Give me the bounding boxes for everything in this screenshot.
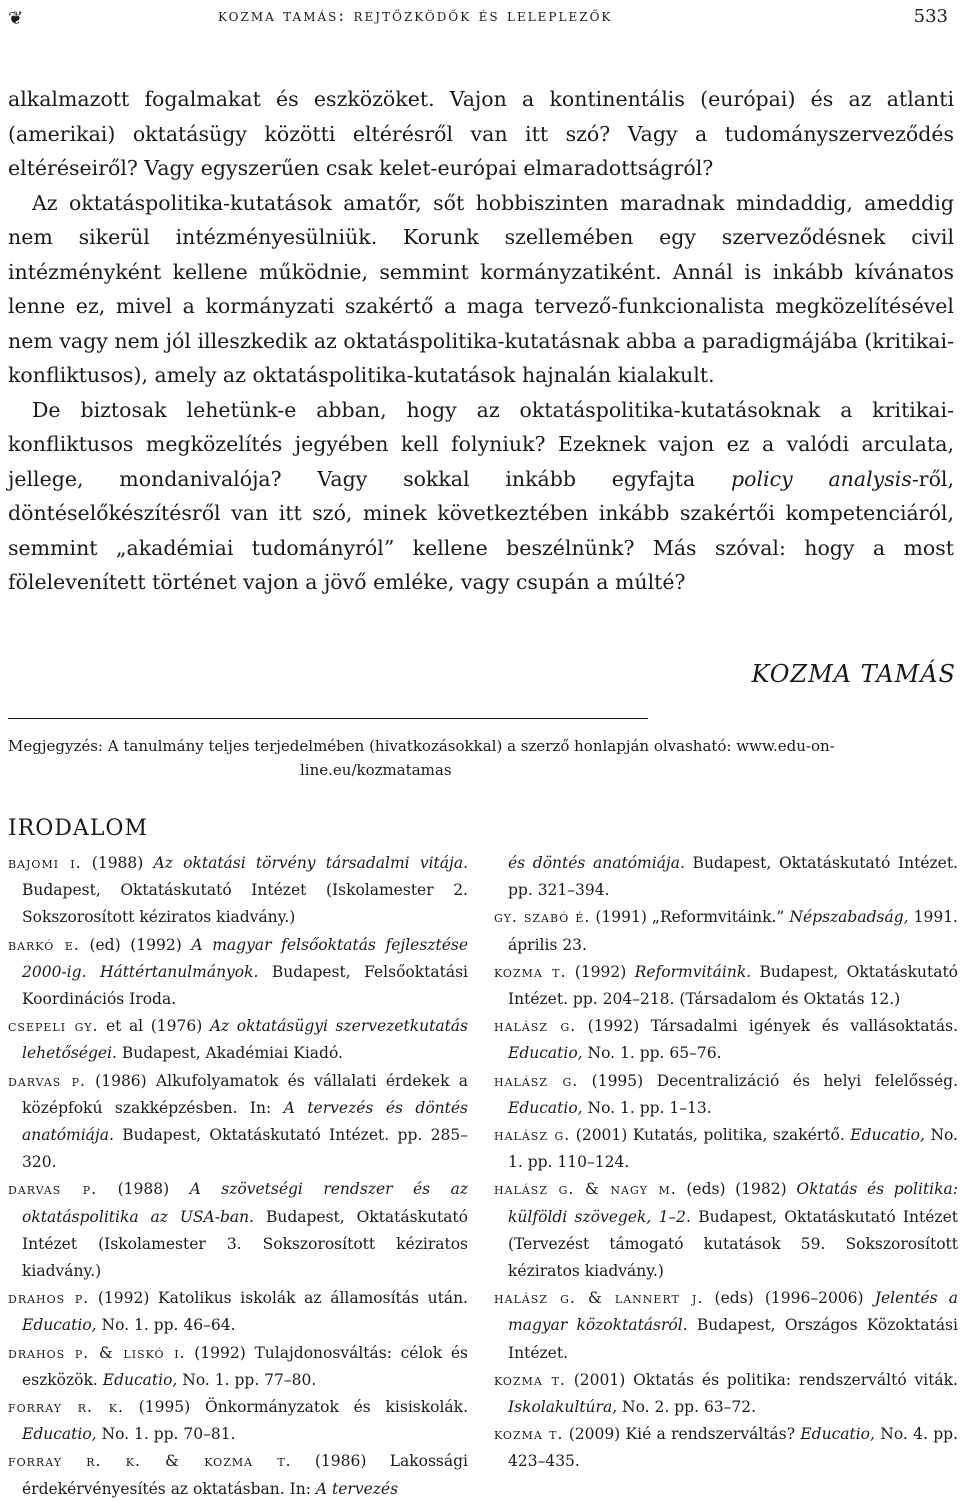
reference-title: Reformvitáink. <box>634 962 752 981</box>
paragraph-2: Az oktatáspolitika-kutatások amatőr, sőt hobbiszinten maradnak mindaddig, ameddig nem sikerül intézményesülniük. Korunk szellemében egy szerveződésnek civil intézményként kellene működnie, semmint kormányzatiként. Annál is inkább kívánatos lenne ez, mivel a kormányzati szakértő a maga tervező-funkcionalista megközelítésével nem vagy nem jól illeszkedik az oktatáspolitika-kutatásnak abba a paradigmájába (kritikai-konfliktusos), amely az oktatáspolitika-kutatások hajnalán kialakult. <box>8 190 954 387</box>
reference-entry <box>8 850 468 932</box>
article-body <box>8 82 954 600</box>
reference-author: kozma t. <box>494 1370 566 1389</box>
reference-entry <box>8 1448 468 1502</box>
reference-entry <box>494 1421 958 1475</box>
reference-title: A tervezés <box>315 1479 399 1498</box>
reference-entry <box>8 1285 468 1339</box>
reference-text: (eds) (1982) <box>676 1180 797 1199</box>
reference-text: (eds) (1996–2006) <box>703 1289 875 1308</box>
paragraph-3-part-a: De biztosak lehetünk-e abban, hogy az oktatáspolitika-kutatásoknak a kritikai-konfliktusos megközelítés jegyében kell folyniuk? Ezeknek vajon ez a valódi arculata, jellege, mondanivalója? Vagy sokkal inkább egyfajta <box>8 397 954 491</box>
reference-entry <box>494 1285 958 1367</box>
reference-text: (1992) Tulajdonosváltás: célok és eszközök. <box>22 1343 468 1389</box>
reference-entry <box>8 1394 468 1448</box>
page-header <box>0 0 960 40</box>
reference-text: Budapest, Országos Közoktatási Intézet. <box>508 1316 958 1362</box>
reference-title: Educatio, <box>22 1425 97 1444</box>
reference-text: (1988) <box>81 854 154 872</box>
reference-author: csepeli gy. <box>8 1017 99 1036</box>
reference-text: Budapest, Akadémiai Kiadó. <box>116 1044 343 1063</box>
reference-author: forray r. k. <box>8 1398 124 1417</box>
reference-text: Budapest, Oktatáskutató Intézet. pp. 204–218. (Társadalom és Oktatás 12.) <box>508 962 959 1009</box>
reference-text: Budapest, Oktatáskutató Intézet. pp. 321–394. <box>508 854 958 900</box>
reference-title: Iskolakultúra, <box>508 1398 618 1417</box>
reference-entry <box>494 959 958 1013</box>
paragraph-3-part-b: -ről, döntéselőkészítésről van itt szó, minek következtében inkább szakértői kompetenciáról, semmint „akadémiai tudományról” kellene beszélnünk? Más szóval: hogy a most fölelevenített történet vajon a jövő emléke, vagy csupán a múlté? <box>8 466 954 594</box>
reference-text: Budapest, Felsőoktatási Koordinációs Iroda. <box>22 962 469 1009</box>
reference-text: (1992) Társadalmi igények és vallásoktatás. <box>576 1017 959 1036</box>
reference-text: 1991. április 23. <box>508 908 958 954</box>
reference-entry <box>8 1176 468 1285</box>
paragraph-3 <box>8 393 954 600</box>
reference-author: halász g. & lannert j. <box>494 1289 704 1308</box>
reference-author: forray r. k. & kozma t. <box>8 1452 292 1471</box>
footnote-divider <box>8 718 648 719</box>
reference-text: (1986) Lakossági érdekérvényesítés az oktatásban. In: <box>22 1452 468 1498</box>
page-number: 533 <box>913 6 948 27</box>
reference-title: Az oktatási törvény társadalmi vitája. <box>153 854 468 872</box>
reference-text: (1986) Alkufolyamatok és vállalati érdekek a középfokú szakképzésben. In: <box>22 1071 468 1117</box>
reference-text: No. 1. pp. 110–124. <box>508 1126 958 1172</box>
reference-title: Az oktatásügyi szervezetkutatás lehetőségei. <box>22 1017 468 1063</box>
reference-text: (1995) Önkormányzatok és kisiskolák. <box>123 1398 468 1417</box>
reference-title: Oktatás és politika: külföldi szövegek, 1–2. <box>508 1180 958 1226</box>
reference-author: halász g. <box>494 1071 579 1090</box>
reference-entry <box>8 1013 468 1067</box>
reference-title: Educatio, <box>508 1044 583 1063</box>
reference-title: A szövetségi rendszer és az oktatáspolitika az USA-ban. <box>22 1180 468 1226</box>
reference-text: No. 1. pp. 1–13. <box>582 1098 712 1117</box>
reference-author: kozma t. <box>494 1425 564 1444</box>
reference-author: kozma t. <box>494 962 567 981</box>
reference-text: et al (1976) <box>98 1017 210 1036</box>
reference-text: (2001) Oktatás és politika: rendszerváltó viták. <box>565 1370 958 1389</box>
references-heading: IRODALOM <box>8 816 148 841</box>
reference-text: (1995) Decentralizáció és helyi felelősség. <box>578 1071 958 1090</box>
reference-entry <box>8 932 468 1014</box>
reference-text: (2001) Kutatás, politika, szakértő. <box>570 1126 851 1145</box>
paragraph-1: alkalmazott fogalmakat és eszközöket. Vajon a kontinentális (európai) és az atlanti (amerikai) oktatásügy közötti eltérésről van itt szó? Vagy a tudományszerveződés eltéréseiről? Vagy egyszerűen csak kelet-európai elmaradottságról? <box>8 87 954 180</box>
reference-entry <box>494 1122 958 1176</box>
reference-text: No. 2. pp. 63–72. <box>617 1398 757 1417</box>
reference-author: darvas p. <box>8 1071 86 1090</box>
footnote <box>8 734 954 782</box>
reference-text: (1988) <box>97 1180 190 1199</box>
reference-author: drahos p. & liskó i. <box>8 1343 186 1362</box>
references-right-column <box>494 850 958 1476</box>
reference-text: (1992) Katolikus iskolák az államosítás után. <box>89 1289 468 1308</box>
reference-title: Educatio, <box>800 1425 875 1444</box>
reference-text: Budapest, Oktatáskutató Intézet (Iskolamester 3. Sokszorosított kéziratos kiadvány.) <box>22 1207 468 1281</box>
reference-entry <box>8 1340 468 1394</box>
reference-text: No. 1. pp. 77–80. <box>177 1370 317 1389</box>
reference-entry <box>494 1068 958 1122</box>
author-signature: KOZMA TAMÁS <box>751 660 956 688</box>
reference-title: és döntés anatómiája. <box>508 854 685 872</box>
reference-text: (1992) <box>566 962 635 981</box>
reference-text: Budapest, Oktatáskutató Intézet. pp. 285–320. <box>22 1126 468 1172</box>
reference-text: Budapest, Oktatáskutató Intézet (Iskolamester 2. Sokszorosított kéziratos kiadvány.) <box>22 881 468 927</box>
reference-entry <box>494 1013 958 1067</box>
reference-text: No. 4. pp. 423–435. <box>508 1425 958 1471</box>
reference-title: A tervezés és döntés anatómiája. <box>22 1098 468 1145</box>
reference-author: drahos p. <box>8 1289 90 1308</box>
reference-text: No. 1. pp. 65–76. <box>582 1044 722 1063</box>
running-title: kozma tamás: rejtőzködők és leleplezők <box>218 6 613 26</box>
reference-entry <box>494 1176 958 1285</box>
reference-title: A magyar felsőoktatás fejlesztése 2000-ig. Háttértanulmányok. <box>22 935 468 981</box>
reference-text: No. 1. pp. 46–64. <box>96 1316 236 1335</box>
reference-text: Budapest, Oktatáskutató Intézet (Tervezést támogató kutatások 59. Sokszorosított kéziratos kiadvány.) <box>508 1207 959 1281</box>
reference-entry <box>494 904 958 958</box>
reference-author: gy. szabó é. <box>494 908 591 927</box>
reference-text: No. 1. pp. 70–81. <box>96 1425 236 1444</box>
footnote-line-2: line.eu/kozmatamas <box>300 761 452 779</box>
paragraph-3-italic: policy analysis <box>731 466 912 491</box>
footnote-line-1: Megjegyzés: A tanulmány teljes terjedelmében (hivatkozásokkal) a szerző honlapján olvasható: www.edu-on- <box>8 737 835 755</box>
reference-title: Educatio, <box>850 1126 925 1145</box>
reference-title: Jelentés a magyar közoktatásról. <box>508 1289 958 1335</box>
reference-entry <box>8 1068 468 1177</box>
reference-text: (2009) Kié a rendszerváltás? <box>563 1425 801 1444</box>
reference-title: Educatio, <box>22 1316 97 1335</box>
reference-text: (1991) „Reformvitáink.” <box>590 908 790 927</box>
reference-author: bajomi i. <box>8 854 82 872</box>
reference-entry-continued <box>494 850 958 904</box>
reference-author: darvas p. <box>8 1180 98 1199</box>
reference-author: halász g. & nagy m. <box>494 1180 677 1199</box>
reference-title: Educatio, <box>508 1098 583 1117</box>
reference-title: Népszabadság, <box>789 908 909 927</box>
reference-text: (ed) (1992) <box>79 935 192 954</box>
reference-author: halász g. <box>494 1126 571 1145</box>
ornament-icon: ❦ <box>8 8 24 29</box>
references-left-column <box>8 850 468 1503</box>
reference-entry <box>494 1367 958 1421</box>
reference-author: halász g. <box>494 1017 577 1036</box>
reference-author: barkó e. <box>8 935 80 954</box>
reference-title: Educatio, <box>102 1370 178 1389</box>
